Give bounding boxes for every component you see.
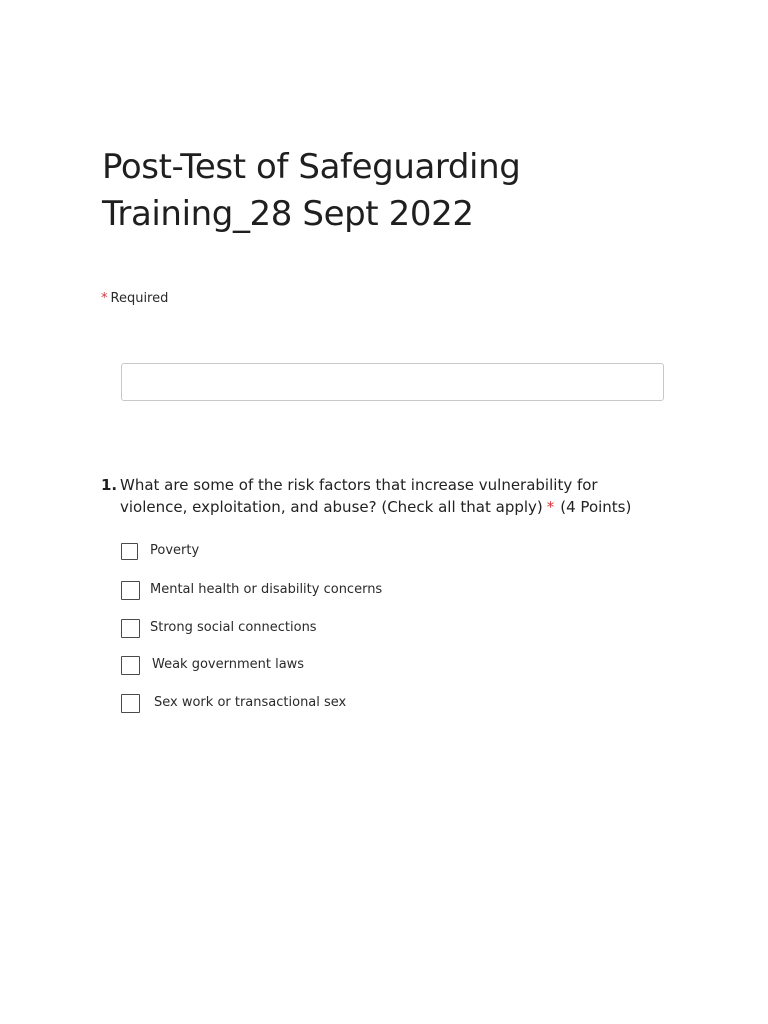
option-label: Weak government laws <box>152 657 305 672</box>
checkbox-poverty[interactable] <box>121 543 138 560</box>
option-poverty[interactable] <box>121 540 521 562</box>
option-strong-social[interactable] <box>121 617 521 639</box>
checkbox-strong-social[interactable] <box>121 619 140 638</box>
option-sex-work[interactable] <box>121 692 521 714</box>
question-text: What are some of the risk factors that increase vulnerability for violence, exploitation, and abuse? (Check all that apply) <box>120 476 598 516</box>
required-asterisk: * <box>101 291 108 306</box>
question-points: (4 Points) <box>560 498 632 516</box>
checkbox-sex-work[interactable] <box>121 694 140 713</box>
checkbox-weak-government[interactable] <box>121 656 140 675</box>
required-label: Required <box>110 291 169 306</box>
checkbox-mental-health[interactable] <box>121 581 140 600</box>
option-label: Poverty <box>150 543 200 558</box>
question-required-asterisk: * <box>546 498 555 516</box>
form-title: Post-Test of Safeguarding Training_28 Sept 2022 <box>102 147 521 234</box>
option-weak-government[interactable] <box>121 654 521 676</box>
option-label: Sex work or transactional sex <box>154 695 347 710</box>
option-label: Mental health or disability concerns <box>150 582 383 597</box>
question-text-block <box>120 474 640 518</box>
required-note <box>101 291 168 307</box>
text-input-box[interactable] <box>121 363 664 401</box>
option-label: Strong social connections <box>150 620 317 635</box>
question-number: 1. <box>101 476 118 494</box>
option-mental-health[interactable] <box>121 579 521 601</box>
